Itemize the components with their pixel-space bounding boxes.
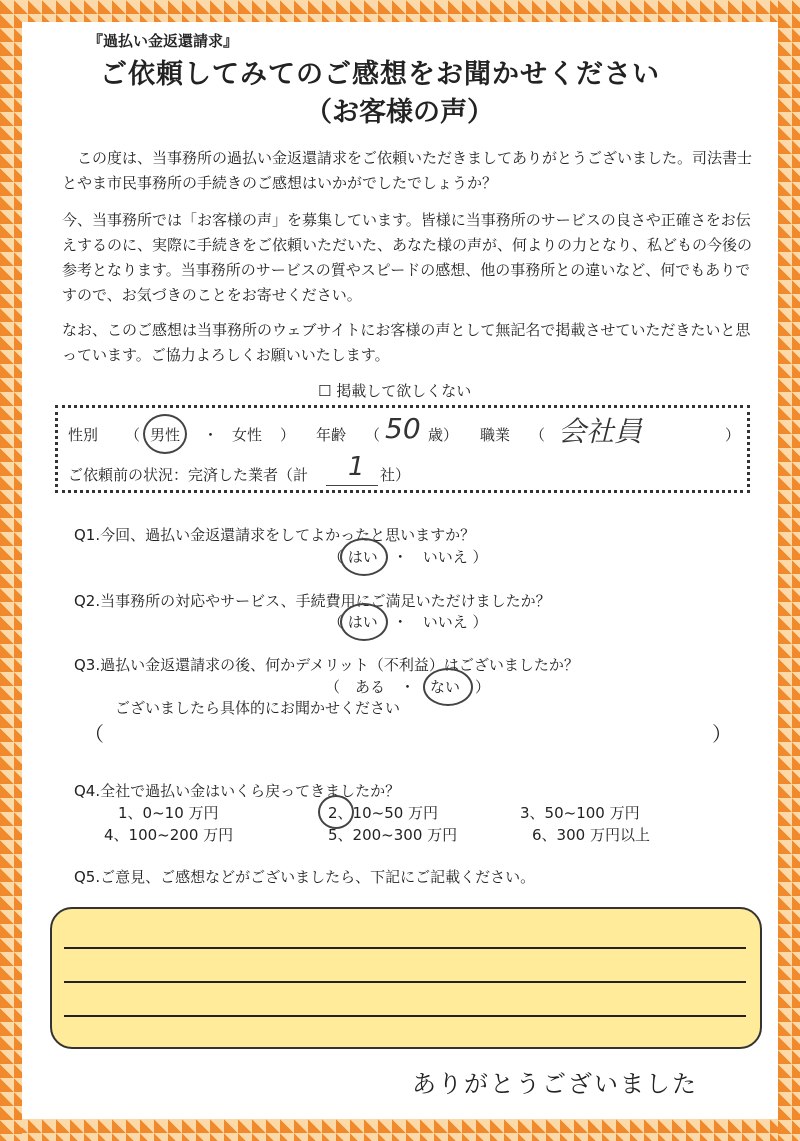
q4-choice-4[interactable]: 4、100~200 万円: [104, 826, 234, 844]
q5-answer-box[interactable]: [50, 907, 762, 1049]
q4-choice-5[interactable]: 5、200~300 万円: [328, 826, 458, 844]
q2-yes-circle: [340, 603, 388, 641]
page-title: ご依頼してみてのご感想をお聞かせください: [100, 59, 660, 90]
q4-choice-2[interactable]: 2、10~50 万円: [328, 804, 439, 822]
gender-male[interactable]: 男性: [150, 426, 181, 444]
job-value[interactable]: 会社員: [558, 415, 643, 448]
opt-out-checkbox[interactable]: [318, 380, 471, 401]
q1-yes-circle: [340, 538, 388, 576]
answer-line: [64, 981, 746, 983]
page-border-bottom: [0, 1119, 800, 1141]
job-label: 職業: [480, 426, 511, 444]
q1-options[interactable]: （ はい ・ いいえ ）: [328, 548, 488, 566]
age-unit: 歳）: [428, 426, 459, 444]
answer-line: [64, 947, 746, 949]
q4-question: Q4.全社で過払い金はいくら戻ってきましたか？: [74, 782, 401, 800]
male-selected-circle: [143, 414, 187, 454]
q5-question: Q5.ご意見、ご感想などがございましたら、下記にご記載ください。: [74, 868, 536, 886]
job-open-paren: （: [530, 426, 546, 444]
answer-line: [64, 1015, 746, 1017]
q3-question: Q3.過払い金返還請求の後、何かデメリット（不利益）はございましたか？: [74, 656, 579, 674]
gender-separator: ・: [203, 426, 219, 444]
age-open-paren: （: [365, 426, 381, 444]
intro-paragraph-3: なお、このご感想は当事務所のウェブサイトにお客様の声として無記名で掲載させていただきたいと思っています。ご協力よろしくお願いいたします。: [62, 321, 751, 364]
opt-out-label: 掲載して欲しくない: [336, 382, 472, 400]
q2-options[interactable]: （ はい ・ いいえ ）: [328, 613, 488, 631]
age-value[interactable]: 50: [385, 412, 421, 445]
page-border-right: [778, 0, 800, 1141]
gender-female[interactable]: 女性: [232, 426, 263, 444]
q1-question: Q1.今回、過払い金返還請求をしてよかったと思いますか？: [74, 526, 476, 544]
q2-question: Q2.当事務所の対応やサービス、手続費用にご満足いただけましたか？: [74, 592, 551, 610]
prior-status-unit: 社）: [380, 466, 411, 484]
q4-choice-3[interactable]: 3、50~100 万円: [520, 804, 640, 822]
page-border-top: [0, 0, 800, 22]
closing-thanks: ありがとうございました: [412, 1070, 698, 1098]
q3-no-circle: [423, 668, 473, 706]
job-close-paren: ）: [725, 426, 741, 444]
q3-followup: ございましたら具体的にお聞かせください: [115, 699, 401, 717]
prior-status-label: ご依頼前の状況：完済した業者（計: [68, 466, 309, 484]
q3-answer-open[interactable]: （: [84, 722, 104, 746]
document-tag: 『過払い金返還請求』: [88, 32, 239, 50]
q3-options[interactable]: （ ある ・ ない ）: [325, 678, 491, 696]
page-subtitle: （お客様の声）: [305, 97, 494, 128]
intro-paragraph-2: 今、当事務所では「お客様の声」を募集しています。皆様に当事務所のサービスの良さや正確さをお伝えするのに、実際に手続きをご依頼いただいた、あなた様の声が、何よりの力となり、私どもの今後の参考となります。当事務所のサービスの質やスピードの感想、他の事務所との違いなど、何でもありですので、お気づきのことをお寄せください。: [62, 211, 753, 304]
gender-label: 性別: [68, 426, 99, 444]
prior-status-underline: [326, 485, 378, 486]
intro-paragraph-1: この度は、当事務所の過払い金返還請求をご依頼いただきましてありがとうございました。司法書士とやま市民事務所の手続きのご感想はいかがでしたでしょうか？: [62, 149, 753, 192]
q3-answer-close[interactable]: ）: [712, 722, 732, 746]
age-label: 年齢: [316, 426, 347, 444]
prior-status-value[interactable]: 1: [348, 452, 365, 482]
gender-open-paren: （: [125, 426, 141, 444]
q4-choice-6[interactable]: 6、300 万円以上: [532, 826, 650, 844]
q4-choice-1[interactable]: 1、0~10 万円: [118, 804, 219, 822]
gender-close-paren: ）: [280, 426, 296, 444]
page-border-left: [0, 0, 22, 1141]
checkbox-icon[interactable]: ☐: [318, 382, 332, 400]
